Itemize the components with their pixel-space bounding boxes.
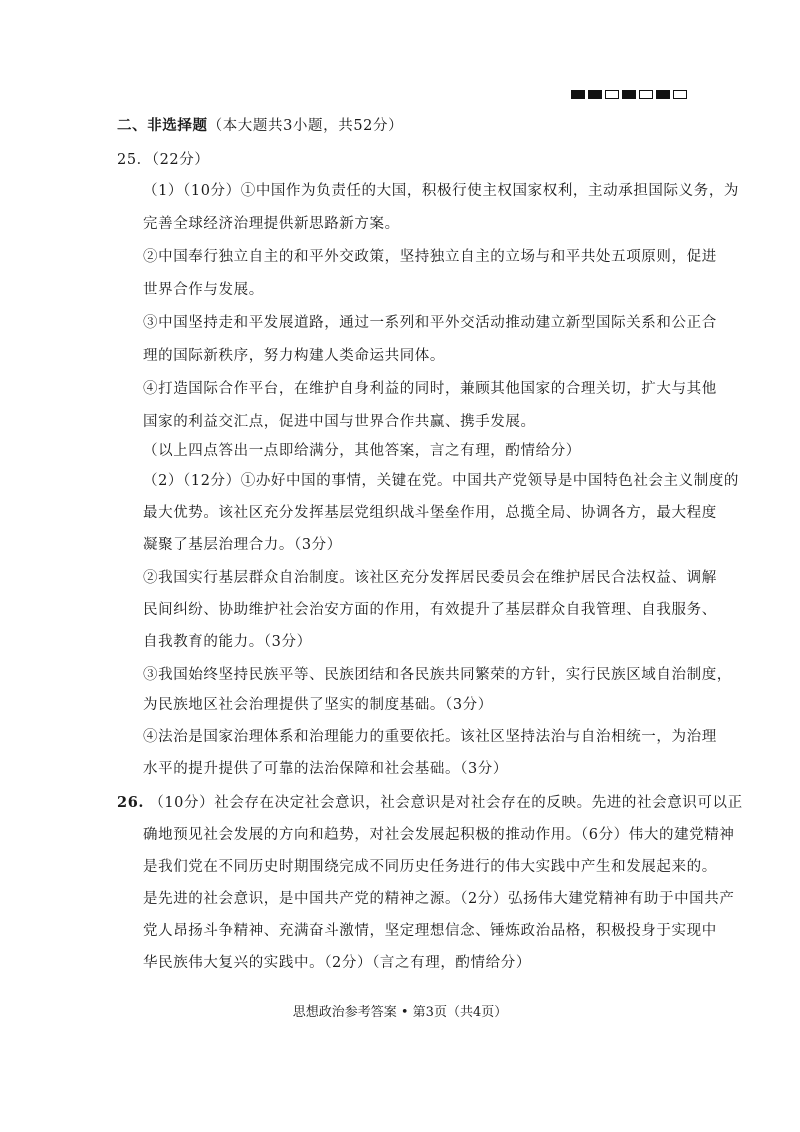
section-title — [117, 116, 403, 136]
q25-line: ④法治是国家治理体系和治理能力的重要依托。该社区坚持法治与自治相统一，为治理 — [143, 729, 717, 745]
section-title-label: 二、非选择题 — [117, 117, 208, 134]
section-title-note: （本大题共3小题，共52分） — [207, 118, 404, 134]
q25-line: 完善全球经济治理提供新思路新方案。 — [143, 216, 400, 232]
mark-1 — [588, 90, 602, 99]
q26-line: 华民族伟大复兴的实践中。（2分）（言之有理，酌情给分） — [143, 955, 531, 971]
q25-line: 水平的提升提供了可靠的法治保障和社会基础。（3分） — [143, 761, 508, 777]
header-marks — [571, 90, 687, 99]
q25-line: （2）（12分）①办好中国的事情，关键在党。中国共产党领导是中国特色社会主义制度的 — [143, 473, 740, 489]
mark-5 — [656, 90, 670, 99]
q25-line: 为民族地区社会治理提供了坚实的制度基础。（3分） — [143, 697, 493, 713]
q25-line: （以上四点答出一点即给满分，其他答案，言之有理，酌情给分） — [143, 443, 581, 459]
q25-line: 凝聚了基层治理合力。（3分） — [143, 537, 342, 553]
q26-line: 党人昂扬斗争精神、充满奋斗激情，坚定理想信念、锤炼政治品格，积极投身于实现中 — [143, 923, 717, 939]
q26-line: 是我们党在不同历史时期围绕完成不同历史任务进行的伟大实践中产生和发展起来的。 — [143, 859, 717, 875]
q26-line: 是先进的社会意识，是中国共产党的精神之源。（2分）弘扬伟大建党精神有助于中国共产 — [143, 891, 735, 907]
page-footer: 思想政治参考答案 • 第3页（共4页） — [292, 1005, 508, 1020]
q25-line: （1）（10分）①中国作为负责任的大国，积极行使主权国家权利，主动承担国际义务，为 — [143, 183, 740, 199]
mark-2 — [605, 90, 619, 99]
mark-3 — [622, 90, 636, 99]
q25-line: 国家的利益交汇点，促进中国与世界合作共赢、携手发展。 — [143, 414, 536, 430]
mark-4 — [639, 90, 653, 99]
q26-line: 确地预见社会发展的方向和趋势，对社会发展起积极的推动作用。（6分）伟大的建党精神 — [143, 827, 735, 843]
q25-line: 理的国际新秩序，努力构建人类命运共同体。 — [143, 348, 445, 364]
q25-line: ②我国实行基层群众自治制度。该社区充分发挥居民委员会在维护居民合法权益、调解 — [143, 570, 717, 586]
q25-line: 最大优势。该社区充分发挥基层党组织战斗堡垒作用，总揽全局、协调各方，最大程度 — [143, 505, 717, 521]
q25-line: 自我教育的能力。（3分） — [143, 634, 312, 650]
q25-line: 民间纠纷、协助维护社会治安方面的作用，有效提升了基层群众自我管理、自我服务、 — [143, 602, 717, 618]
mark-0 — [571, 90, 585, 99]
q25-line: ③中国坚持走和平发展道路，通过一系列和平外交活动推动建立新型国际关系和公正合 — [143, 315, 717, 331]
q25-label: 25．（22分） — [117, 152, 210, 168]
q25-line: 世界合作与发展。 — [143, 282, 264, 298]
q26-label: 26. — [117, 794, 145, 811]
q25-line: ④打造国际合作平台，在维护自身利益的同时，兼顾其他国家的合理关切，扩大与其他 — [143, 381, 717, 397]
q26-first-line — [117, 793, 743, 813]
mark-6 — [673, 90, 687, 99]
q25-line: ③我国始终坚持民族平等、民族团结和各民族共同繁荣的方针，实行民族区域自治制度， — [143, 667, 732, 683]
q26-line: （10分）社会存在决定社会意识，社会意识是对社会存在的反映。先进的社会意识可以正 — [149, 795, 743, 811]
q25-line: ②中国奉行独立自主的和平外交政策，坚持独立自主的立场与和平共处五项原则，促进 — [143, 249, 717, 265]
